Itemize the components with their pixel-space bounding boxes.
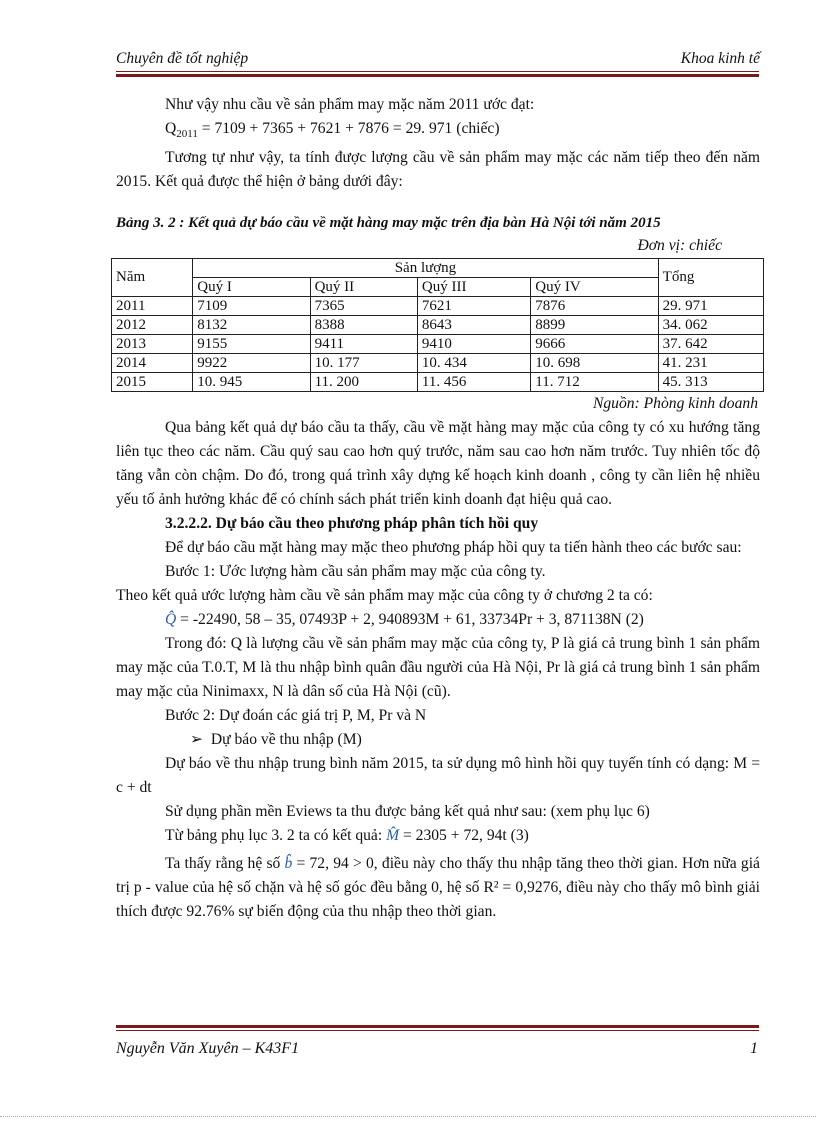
table-row: 2014 9922 10. 177 10. 434 10. 698 41. 231: [112, 354, 764, 373]
page-edge: [0, 1116, 816, 1117]
footer-rule: [116, 1030, 759, 1031]
formula-2: Q̂ = -22490, 58 – 35, 07493P + 2, 940893M + 61, 33734Pr + 3, 871138N (2): [165, 611, 644, 629]
para-9: Từ bảng phụ lục 3. 2 ta có kết quả: M̂ = 2305 + 72, 94t (3): [165, 827, 529, 845]
table-source: Nguồn: Phòng kinh doanh: [592, 395, 758, 413]
th-output: Sản lượng: [193, 259, 658, 278]
section-heading: 3.2.2.2. Dự báo cầu theo phương pháp phân tích hồi quy: [165, 515, 539, 533]
footer-author: Nguyễn Văn Xuyên – K43F1: [116, 1040, 300, 1057]
para-2: Tương tự như vậy, ta tính được lượng cầu về sản phẩm may mặc các năm tiếp theo đến năm 2015. Kết quả được thể hiện ở bảng dưới đây:: [116, 149, 760, 191]
header-rule: [116, 71, 759, 72]
para-8: Sử dụng phần mền Eviews ta thu được bảng kết quả như sau: (xem phụ lục 6): [165, 803, 650, 821]
formula-1: $Q_{2011} = 7109 + 7365 + 7621 + 7876 = 29$. 971 (chiếc): [165, 120, 500, 141]
step-1: Bước 1: Ước lượng hàm cầu sản phẩm may mặc của công ty.: [165, 563, 546, 581]
table-row: 2012 8132 8388 8643 8899 34. 062: [112, 316, 764, 335]
para-3: Qua bảng kết quả dự báo cầu ta thấy, cầu về mặt hàng may mặc của công ty có xu hướng tăng liên tục theo các năm. Cầu quý sau cao hơn quý trước, năm sau cao hơn năm trước. Tuy nhiên tốc độ tăng vẫn còn chậm. Do đó, trong quá trình xây dựng kế hoạch kinh doanh , công ty cần liên hệ nhiều yếu tố ảnh hưởng khác để có chính sách phát triển kinh doanh đạt hiệu quả cao.: [116, 419, 760, 509]
th-total: Tổng: [658, 259, 763, 297]
para-6: Trong đó: Q là lượng cầu về sản phẩm may mặc của công ty, P là giá cả trung bình 1 sản phẩm may mặc của T.0.T, M là thu nhập bình quân đầu người của Hà Nội, Pr là giá cả trung bình 1 sản phẩm may mặc của Ninimaxx, N là dân số của Hà Nội (cũ).: [116, 635, 760, 701]
th-quarter: Quý I: [193, 278, 310, 297]
table-unit: Đơn vị: chiếc: [637, 237, 722, 255]
para-7: Dự báo về thu nhập trung bình năm 2015, ta sử dụng mô hình hồi quy tuyến tính có dạng: M = c + dt: [116, 755, 760, 797]
table-caption: Bảng 3. 2 : Kết quả dự báo cầu về mặt hàng may mặc trên địa bàn Hà Nội tới năm 2015: [116, 215, 661, 232]
bullet-income: ➢ Dự báo về thu nhập (M): [190, 731, 362, 749]
footer-rule-thick: [116, 1025, 759, 1028]
table-row: 2011 7109 7365 7621 7876 29. 971: [112, 297, 764, 316]
step-2: Bước 2: Dự đoán các giá trị P, M, Pr và N: [165, 707, 427, 725]
table-row: 2013 9155 9411 9410 9666 37. 642: [112, 335, 764, 354]
table-row: 2015 10. 945 11. 200 11. 456 11. 712 45. 313: [112, 373, 764, 392]
header-rule-thick: [116, 74, 759, 77]
para-4: Để dự báo cầu mặt hàng may mặc theo phương pháp hồi quy ta tiến hành theo các bước sau:: [165, 539, 742, 557]
th-year: Năm: [112, 259, 193, 297]
forecast-table: [111, 258, 764, 392]
arrow-bullet-icon: ➢: [190, 731, 204, 749]
th-quarter: Quý II: [310, 278, 417, 297]
page-number: 1: [750, 1040, 758, 1057]
header-left: Chuyên đề tốt nghiệp: [116, 50, 249, 67]
th-quarter: Quý III: [417, 278, 530, 297]
para-10: Ta thấy rằng hệ số b̂ = 72, 94 > 0, điều này cho thấy thu nhập tăng theo thời gian. Hơn nữa giá trị p - value của hệ số chặn và hệ số góc đều bằng 0, hệ số R² = 0,9276, điều này cho thấy mô bình giải thích được 92.76% sự biến động của thu nhập theo thời gian.: [116, 855, 760, 921]
page-body: [116, 93, 760, 924]
th-quarter: Quý IV: [531, 278, 658, 297]
para-5: Theo kết quả ước lượng hàm cầu về sản phẩm may mặc của công ty ở chương 2 ta có:: [116, 587, 653, 605]
header-right: Khoa kinh tế: [680, 50, 760, 67]
para-1: Như vậy nhu cầu về sản phẩm may mặc năm 2011 ước đạt:: [165, 96, 535, 113]
